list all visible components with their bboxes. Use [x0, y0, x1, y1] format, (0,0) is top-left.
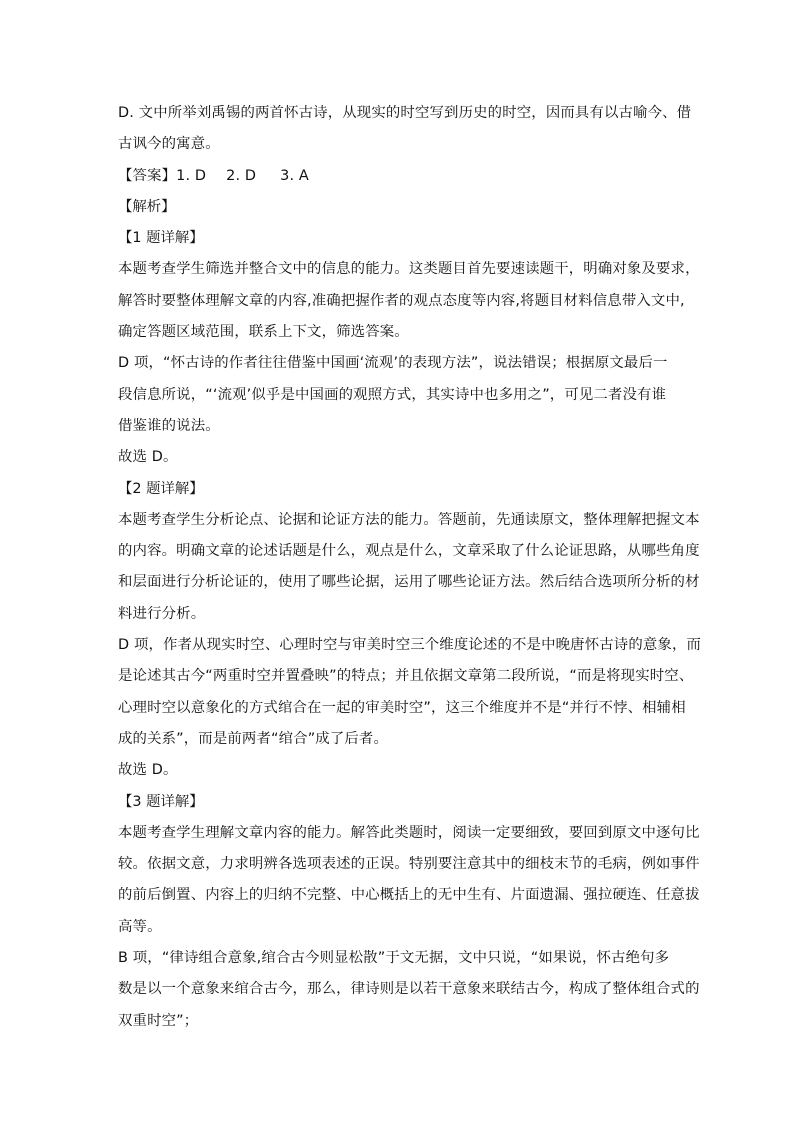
analysis-label: 【解析】 — [118, 198, 176, 215]
text-line: 料进行分析。 — [118, 605, 206, 622]
text-line: D 项，作者从现实时空、心理时空与审美时空三个维度论述的不是中晚唐怀古诗的意象，而 — [118, 637, 702, 654]
text-line: 段信息所说，“‘流观’似乎是中国画的观照方式，其实诗中也多用之”，可见二者没有谁 — [118, 386, 667, 403]
text-line: 成的关系”，而是前两者“绾合”成了后者。 — [118, 730, 389, 747]
text-line: 古讽今的寓意。 — [118, 136, 220, 153]
answer-2: 2. D — [226, 167, 257, 184]
answer-1: 1. D — [176, 167, 207, 184]
text-line: D 项，“怀古诗的作者往往借鉴中国画‘流观’的表现方法”，说法错误；根据原文最后一 — [118, 355, 668, 372]
answer-3: 3. A — [280, 167, 309, 184]
text-line: 故选 D。 — [118, 762, 178, 779]
text-line: 本题考查学生分析论点、论据和论证方法的能力。答题前，先通读原文，整体理解把握文本 — [118, 511, 700, 528]
text-line: 确定答题区域范围，联系上下文，筛选答案。 — [118, 324, 409, 341]
text-line: D. 文中所举刘禹锡的两首怀古诗，从现实的时空写到历史的时空，因而具有以古喻今、借 — [118, 105, 692, 121]
text-line: 故选 D。 — [118, 449, 178, 466]
text-line: B 项，“律诗组合意象,绾合古今则显松散”于文无据，文中只说，“如果说，怀古绝句多 — [118, 950, 670, 967]
text-line: 数是以一个意象来绾合古今，那么，律诗则是以若干意象来联结古今，构成了整体组合式的 — [118, 981, 700, 998]
document-page — [118, 98, 702, 1037]
q2-heading: 【2 题详解】 — [118, 480, 204, 497]
text-line: 借鉴谁的说法。 — [118, 417, 220, 434]
q3-heading: 【3 题详解】 — [118, 793, 204, 810]
text-line: 高等。 — [118, 918, 162, 935]
q1-heading: 【1 题详解】 — [118, 230, 204, 247]
text-line: 较。依据文意，力求明辨各选项表述的正误。特别要注意其中的细枝末节的毛病，例如事件 — [118, 856, 700, 873]
answer-label: 【答案】 — [118, 167, 177, 184]
text-line: 本题考查学生理解文章内容的能力。解答此类题时，阅读一定要细致，要回到原文中逐句比 — [118, 824, 700, 841]
answer-line — [118, 161, 678, 192]
text-line: 的前后倒置、内容上的归纳不完整、中心概括上的无中生有、片面遗漏、强拉硬连、任意拔 — [118, 887, 700, 904]
text-line: 解答时要整体理解文章的内容,准确把握作者的观点态度等内容,将题目材料信息带入文中, — [118, 292, 685, 309]
text-line: 本题考查学生筛选并整合文中的信息的能力。这类题目首先要速读题干，明确对象及要求， — [118, 261, 700, 278]
text-line: 和层面进行分析论证的，使用了哪些论据，运用了哪些论证方法。然后结合选项所分析的材 — [118, 574, 700, 591]
text-line: 心理时空以意象化的方式绾合在一起的审美时空”，这三个维度并不是“并行不悖、相辅相 — [118, 699, 686, 716]
text-line: 双重时空”； — [118, 1012, 199, 1029]
text-line: 是论述其古今“两重时空并置叠映”的特点；并且依据文章第二段所说，“而是将现实时空、 — [118, 668, 694, 685]
text-line: 的内容。明确文章的论述话题是什么，观点是什么，文章采取了什么论证思路，从哪些角度 — [118, 543, 700, 560]
